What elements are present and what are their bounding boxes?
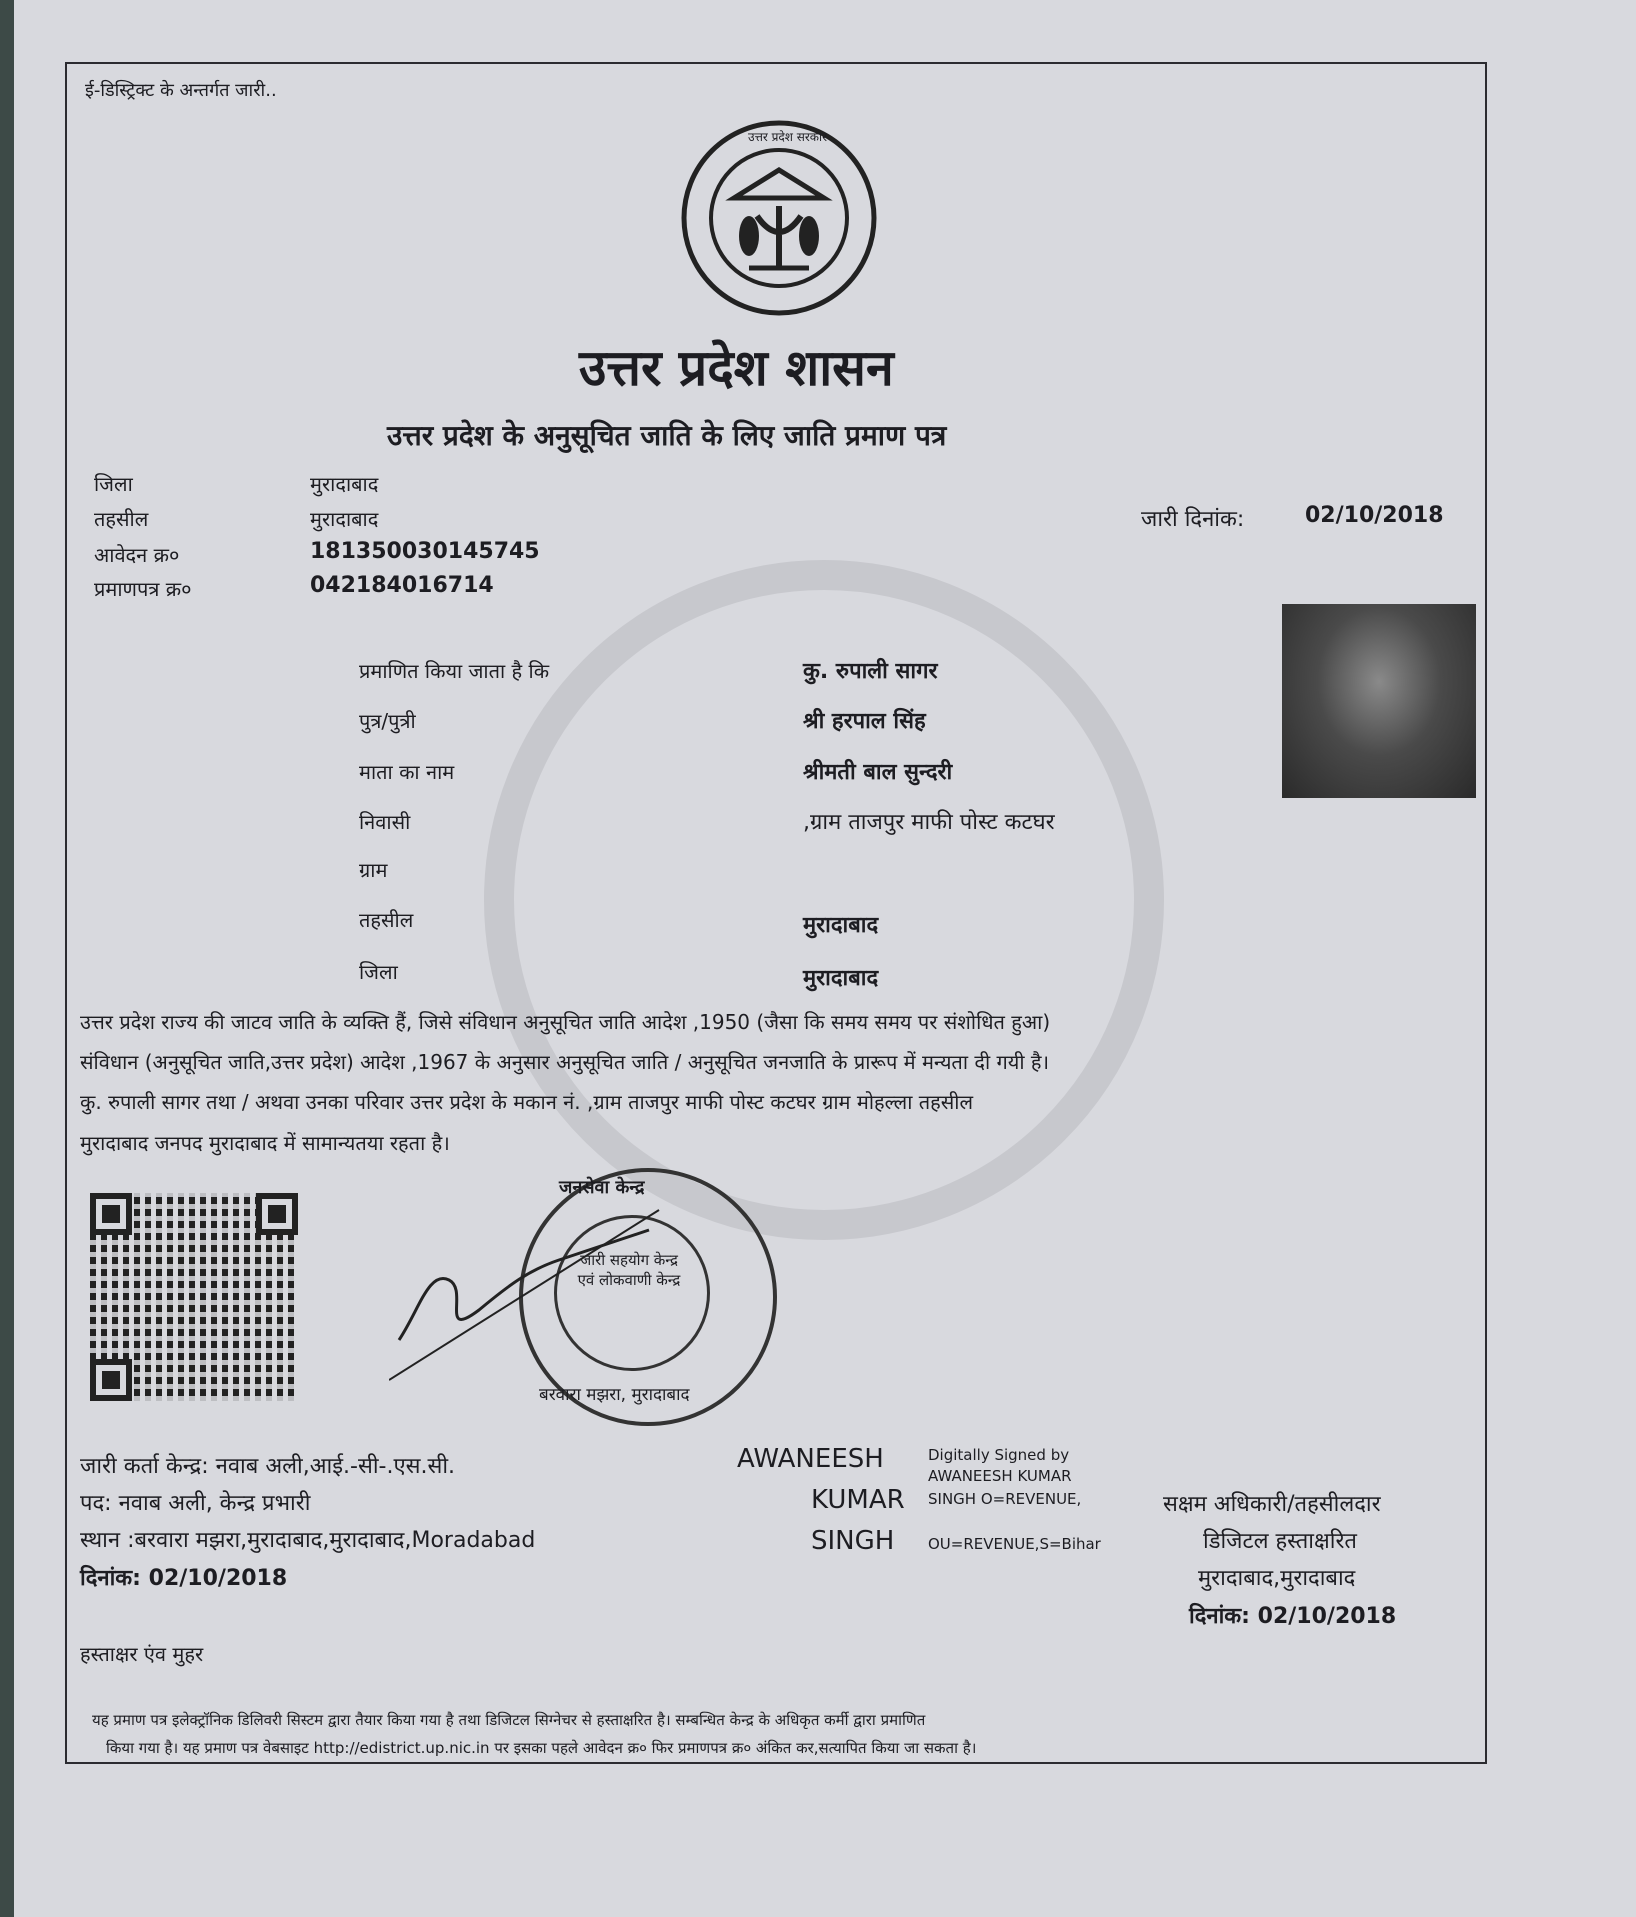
- issuer-date: दिनांक: 02/10/2018: [80, 1566, 288, 1591]
- application-number-label: आवेदन क्र०: [94, 543, 180, 567]
- district-label: जिला: [94, 472, 133, 496]
- detail-value: श्री हरपाल सिंह: [803, 709, 926, 734]
- signature-detail: AWANEESH KUMAR: [928, 1467, 1072, 1485]
- signature-detail: Digitally Signed by: [928, 1446, 1070, 1464]
- certificate-subtitle: उत्तर प्रदेश के अनुसूचित जाति के लिए जाति प्रमाण पत्र: [387, 419, 947, 452]
- certificate-number-value: 042184016714: [310, 573, 494, 598]
- signer-name: AWANEESH: [737, 1444, 884, 1474]
- authority-date: दिनांक: 02/10/2018: [1189, 1604, 1397, 1629]
- signer-name: KUMAR: [811, 1485, 905, 1515]
- signature-and-seal-label: हस्ताक्षर एंव मुहर: [80, 1642, 204, 1666]
- detail-value: ,ग्राम ताजपुर माफी पोस्ट कटघर: [803, 810, 1055, 835]
- qr-code: [90, 1193, 298, 1401]
- footer-line: यह प्रमाण पत्र इलेक्ट्रॉनिक डिलिवरी सिस्टम द्वारा तैयार किया गया है तथा डिजिटल सिग्नेचर से हस्ताक्षरित है। सम्बन्धित केन्द्र के अधिकृत कर्मी द्वारा प्रमाणित: [92, 1711, 926, 1729]
- authority-signed: डिजिटल हस्ताक्षरित: [1203, 1529, 1357, 1554]
- certificate-number-label: प्रमाणपत्र क्र०: [94, 577, 192, 601]
- detail-label: माता का नाम: [359, 760, 455, 784]
- detail-label: ग्राम: [359, 858, 388, 882]
- body-text-line: संविधान (अनुसूचित जाति,उत्तर प्रदेश) आदेश ,1967 के अनुसार अनुसूचित जाति / अनुसूचित जनजाति के प्रारूप में मन्यता दी गयी है।: [80, 1050, 1050, 1074]
- signature-detail: SINGH O=REVENUE,: [928, 1490, 1082, 1508]
- body-text-line: कु. रुपाली सागर तथा / अथवा उनका परिवार उत्तर प्रदेश के मकान नं. ,ग्राम ताजपुर माफी पोस्ट कटघर ग्राम मोहल्ला तहसील: [80, 1090, 974, 1114]
- stamp-bottom-text: बरवारा मझरा, मुरादाबाद: [539, 1385, 690, 1405]
- detail-value: कु. रुपाली सागर: [803, 659, 938, 684]
- signature-detail: OU=REVENUE,S=Bihar: [928, 1535, 1101, 1553]
- body-text-line: मुरादाबाद जनपद मुरादाबाद में सामान्यतया रहता है।: [80, 1131, 450, 1155]
- issuer-post: पद: नवाब अली, केन्द्र प्रभारी: [80, 1491, 311, 1516]
- detail-label: पुत्र/पुत्री: [359, 709, 416, 733]
- detail-label: तहसील: [359, 908, 414, 932]
- issue-date-value: 02/10/2018: [1305, 503, 1444, 528]
- emblem-ring-text: उत्तर प्रदेश सरकार: [748, 130, 828, 144]
- signer-name: SINGH: [811, 1526, 895, 1556]
- detail-value: मुरादाबाद: [803, 966, 879, 991]
- certificate-paper: [14, 0, 1636, 1917]
- qr-finder-icon: [90, 1193, 132, 1235]
- detail-label: जिला: [359, 960, 398, 984]
- issuer-place: स्थान :बरवारा मझरा,मुरादाबाद,मुरादाबाद,Moradabad: [80, 1528, 536, 1553]
- page-title: उत्तर प्रदेश शासन: [579, 338, 894, 397]
- district-value: मुरादाबाद: [310, 472, 379, 496]
- authority-title: सक्षम अधिकारी/तहसीलदार: [1163, 1492, 1381, 1517]
- stamp-top-text: जनसेवा केन्द्र: [559, 1177, 645, 1198]
- stamp-inner-text: जारी सहयोग केन्द्र एवं लोकवाणी केन्द्र: [577, 1251, 681, 1289]
- tehsil-label: तहसील: [94, 507, 149, 531]
- detail-label: निवासी: [359, 810, 411, 834]
- qr-finder-icon: [90, 1359, 132, 1401]
- applicant-photo: [1282, 604, 1476, 798]
- detail-value: मुरादाबाद: [803, 913, 879, 938]
- issuer-center: जारी कर्ता केन्द्र: नवाब अली,आई.-सी-.एस.सी.: [80, 1454, 456, 1479]
- authority-place: मुरादाबाद,मुरादाबाद: [1198, 1566, 1356, 1591]
- body-text-line: उत्तर प्रदेश राज्य की जाटव जाति के व्यक्ति हैं, जिसे संविधान अनुसूचित जाति आदेश ,1950 (जैसा कि समय समय पर संशोधित हुआ): [80, 1010, 1051, 1034]
- handwritten-signature-icon: [389, 1190, 719, 1390]
- qr-finder-icon: [256, 1193, 298, 1235]
- detail-label: प्रमाणित किया जाता है कि: [359, 659, 550, 683]
- footer-line: किया गया है। यह प्रमाण पत्र वेबसाइट http://edistrict.up.nic.in पर इसका पहले आवेदन क्र० फिर प्रमाणपत्र क्र० अंकित कर,सत्यापित किया जा सकता है।: [106, 1739, 977, 1757]
- tehsil-value: मुरादाबाद: [310, 507, 379, 531]
- application-number-value: 181350030145745: [310, 539, 540, 564]
- detail-value: श्रीमती बाल सुन्दरी: [803, 760, 953, 785]
- issue-date-label: जारी दिनांक:: [1141, 507, 1245, 532]
- issued-under-text: ई-डिस्ट्रिक्ट के अन्तर्गत जारी..: [85, 80, 277, 101]
- up-government-emblem-icon: [679, 118, 879, 318]
